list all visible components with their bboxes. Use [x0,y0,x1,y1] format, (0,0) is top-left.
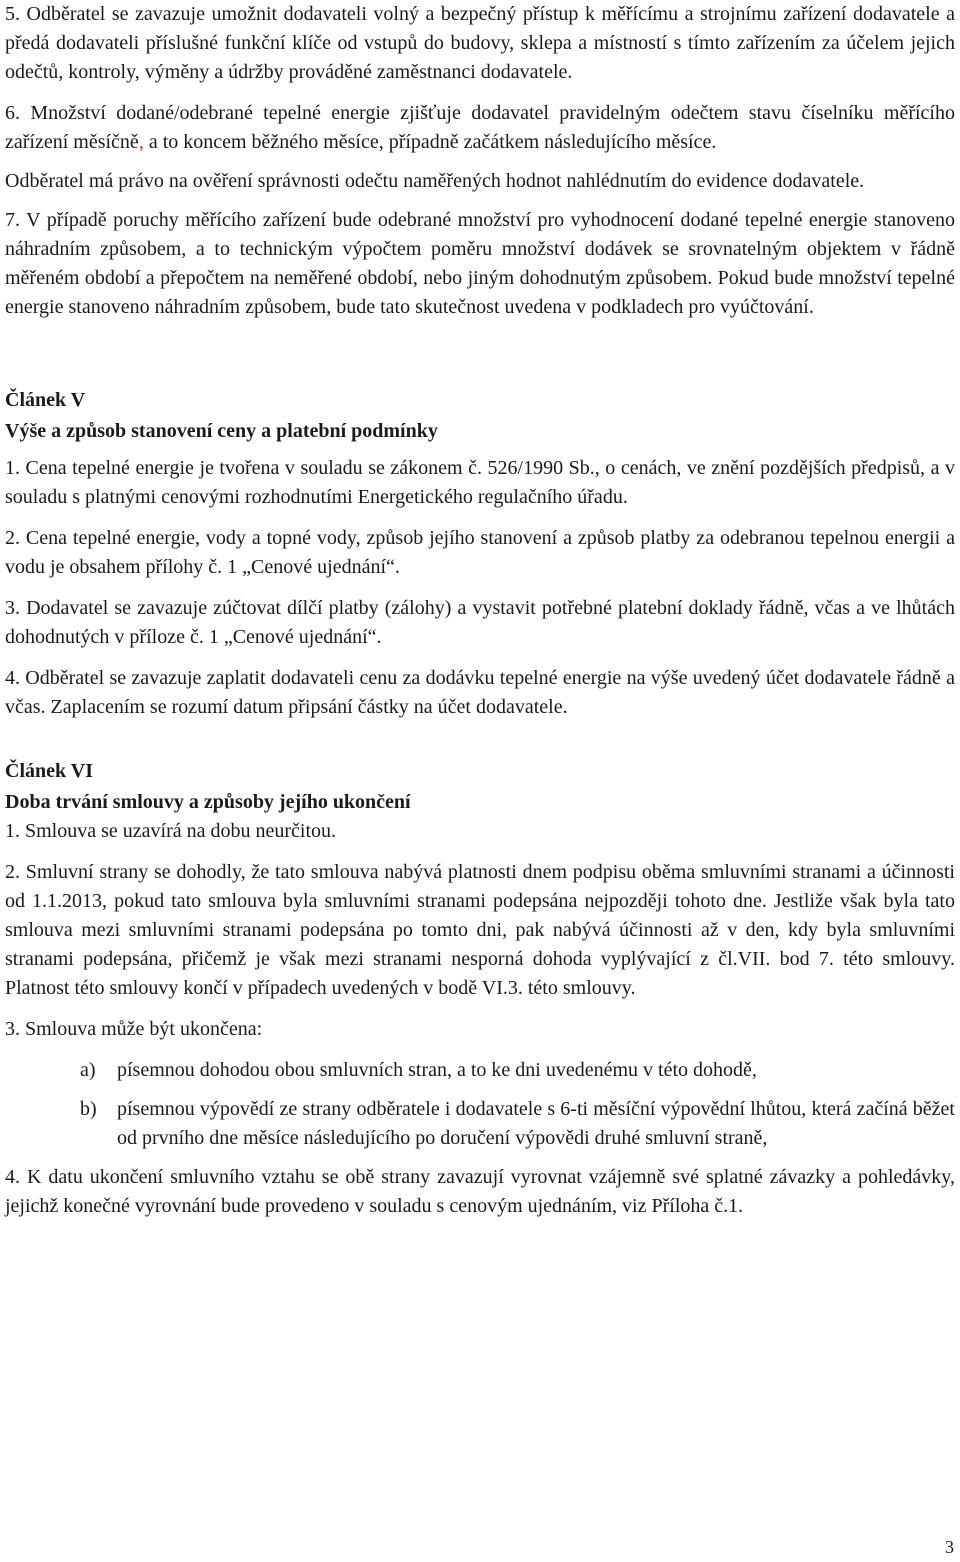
article-v-subtitle: Výše a způsob stanovení ceny a platební podmínky [5,420,438,442]
list-item-text: písemnou výpovědí ze strany odběratele i dodavatele s 6-ti měsíční výpovědní lhůtou, která začíná běžet od prvního dne měsíce následujícího po doručení výpovědi druhé smluvní straně, [117,1098,955,1149]
paragraph-7: 7. V případě poruchy měřícího zařízení bude odebrané množství pro vyhodnocení dodané tepelné energie stanoveno náhradním způsobem, a to technickým výpočtem poměru množství dodávek se srovnatelným objektem v řádně měřeném období a přepočtem na neměřené období, nebo jiným dohodnutým způsobem. Pokud bude množství tepelné energie stanoveno náhradním způsobem, bude tato skutečnost uvedena v podkladech pro vyúčtování. [5,209,955,318]
paragraph-6-right: Odběratel má právo na ověření správnosti odečtu naměřených hodnot nahlédnutím do evidence dodavatele. [5,170,865,192]
article-vi-item-1: 1. Smlouva se uzavírá na dobu neurčitou. [5,820,337,842]
list-marker: b) [80,1098,97,1120]
list-item [5,1095,955,1153]
article-v-item-4: 4. Odběratel se zavazuje zaplatit dodavateli cenu za dodávku tepelné energie na výše uvedený účet dodavatele řádně a včas. Zaplacením se rozumí datum připsání částky na účet dodavatele. [5,667,955,718]
article-vi-subtitle: Doba trvání smlouvy a způsoby jejího ukončení [5,791,411,813]
article-v-item-2: 2. Cena tepelné energie, vody a topné vody, způsob jejího stanovení a způsob platby za odebranou tepelnou energii a vodu je obsahem přílohy č. 1 „Cenové ujednání“. [5,527,955,578]
list-marker: a) [80,1059,96,1081]
paragraph-6-text: 6. Množství dodané/odebrané tepelné energie zjišťuje dodavatel pravidelným odečtem stavu číselníku měřícího zařízení měsíčně [5,102,955,153]
paragraph-6-text-end: a to koncem běžného měsíce, případně začátkem následujícího měsíce. [143,131,717,153]
paragraph-6 [5,99,955,157]
article-vi-item-2: 2. Smluvní strany se dohodly, že tato smlouva nabývá platnosti dnem podpisu oběma smluvními stranami a účinnosti od 1.1.2013, pokud tato smlouva byla smluvními stranami podepsána nejpozději tohoto dne. Jestliže však byla tato smlouva mezi smluvními stranami podepsána po tomto dni, pak nabývá účinnosti až v den, kdy byla smluvními stranami podepsána, přičemž je však mezi stranami nesporná dohoda vyplývající z čl.VII. bod 7. této smlouvy. Platnost této smlouvy končí v případech uvedených v bodě VI.3. této smlouvy. [5,861,955,999]
article-v-item-1: 1. Cena tepelné energie je tvořena v souladu se zákonem č. 526/1990 Sb., o cenách, ve znění pozdějších předpisů, a v souladu s platnými cenovými rozhodnutími Energetického regulačního úřadu. [5,457,955,508]
article-vi-item-4: 4. K datu ukončení smluvního vztahu se obě strany zavazují vyrovnat vzájemně své splatné závazky a pohledávky, jejichž konečné vyrovnání bude provedeno v souladu s cenovým ujednáním, viz Příloha č.1. [5,1166,955,1217]
paragraph-6-comma: , [138,131,144,153]
list-item-text: písemnou dohodou obou smluvních stran, a to ke dni uvedenému v této dohodě, [117,1059,757,1081]
article-vi-title: Článek VI [5,760,93,782]
list-item [5,1056,955,1085]
article-vi-item-3: 3. Smlouva může být ukončena: [5,1018,263,1040]
page-number: 3 [945,1537,954,1557]
article-v-item-3: 3. Dodavatel se zavazuje zúčtovat dílčí platby (zálohy) a vystavit potřebné platební doklady řádně, včas a ve lhůtách dohodnutých v příloze č. 1 „Cenové ujednání“. [5,597,955,648]
termination-list [5,1056,955,1153]
document-page [5,0,955,1221]
paragraph-5: 5. Odběratel se zavazuje umožnit dodavateli volný a bezpečný přístup k měřícímu a strojnímu zařízení dodavatele a předá dodavateli příslušné funkční klíče od vstupů do budovy, sklepa a místností s tímto zařízením za účelem jejich odečtů, kontroly, výměny a údržby prováděné zaměstnanci dodavatele. [5,3,955,83]
article-v-title: Článek V [5,389,86,411]
